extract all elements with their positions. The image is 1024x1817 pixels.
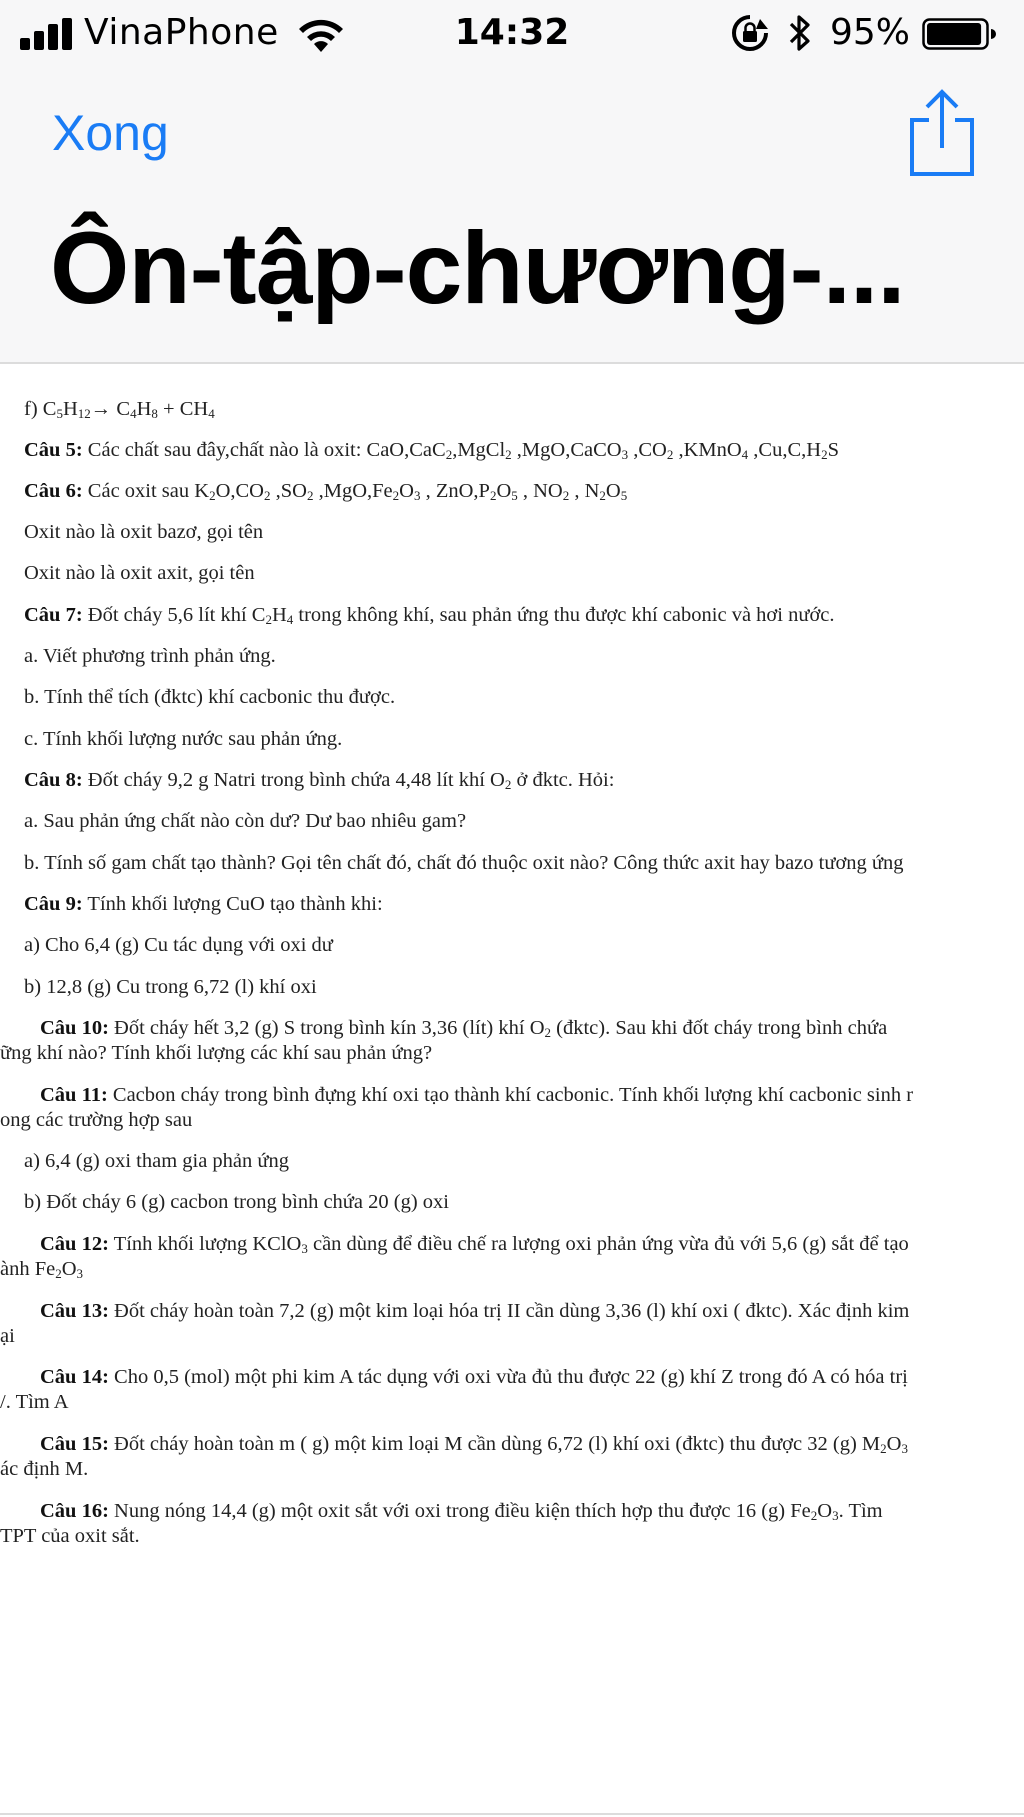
rotation-lock-icon [730,13,770,53]
question-9b: b) 12,8 (g) Cu trong 6,72 (l) khí oxi [24,976,317,998]
question-12-line2: ành $Fe_2O_3$ [0,1258,84,1281]
question-6a: Oxit nào là oxit bazơ, gọi tên [24,521,264,543]
question-16: Câu 16: Nung nóng 14,4 (g) một oxit sắt với oxi trong điều kiện thích hợp thu được 16 (g) $Fe_2O_3$. Tìm [40,1500,883,1523]
bluetooth-icon [786,12,814,54]
question-11: Câu 11: Cacbon cháy trong bình đựng khí oxi tạo thành khí cacbonic. Tính khối lượng khí cacbonic sinh r [40,1084,914,1106]
question-9a: a) Cho 6,4 (g) Cu tác dụng với oxi dư [24,934,333,956]
share-icon[interactable] [907,88,977,178]
question-7c: c. Tính khối lượng nước sau phản ứng. [24,728,343,750]
done-button[interactable]: Xong [52,105,169,161]
question-14-line2: /. Tìm A [0,1391,69,1413]
question-10-line2: ững khí nào? Tính khối lượng các khí sau phản ứng? [0,1042,433,1064]
question-7b: b. Tính thể tích (đktc) khí cacbonic thu được. [24,686,396,708]
doc-line-f: f) $C_5H_{12}\to C_4H_8 + CH_4$ [24,398,215,421]
question-10: Câu 10: Đốt cháy hết 3,2 (g) S trong bình kín 3,36 (lít) khí $O_2$ (đktc). Sau khi đốt cháy trong bình chứa [40,1017,888,1040]
question-15-line2: ác định M. [0,1458,89,1480]
document-page[interactable] [0,364,1024,1816]
question-8: Câu 8: Đốt cháy 9,2 g Natri trong bình chứa 4,48 lít khí $O_2$ ở đktc. Hỏi: [24,769,615,792]
question-8b: b. Tính số gam chất tạo thành? Gọi tên chất đó, chất đó thuộc oxit nào? Công thức axit hay bazo tương ứng [24,852,904,874]
status-bar [0,0,1024,66]
clock: 14:32 [454,12,570,53]
question-13: Câu 13: Đốt cháy hoàn toàn 7,2 (g) một kim loại hóa trị II cần dùng 3,36 (l) khí oxi ( đktc). Xác định kim [40,1300,910,1322]
question-14: Câu 14: Cho 0,5 (mol) một phi kim A tác dụng với oxi vừa đủ thu được 22 (g) khí Z trong đó A có hóa trị [40,1366,908,1388]
question-15: Câu 15: Đốt cháy hoàn toàn m ( g) một kim loại M cần dùng 6,72 (l) khí oxi (đktc) thu được 32 (g) $M_2O_3$ [40,1433,908,1456]
question-8a: a. Sau phản ứng chất nào còn dư? Dư bao nhiêu gam? [24,810,467,832]
carrier-name: VinaPhone [84,12,279,53]
question-6b: Oxit nào là oxit axit, gọi tên [24,562,255,584]
question-11b: b) Đốt cháy 6 (g) cacbon trong bình chứa 20 (g) oxi [24,1191,449,1213]
question-5: Câu 5: Các chất sau đây,chất nào là oxit: CaO,CaC$_2$,MgCl$_2$ ,MgO,CaCO$_3$ $,CO_2$ ,KMnO$_4$ $,Cu,C,H_2S$ [24,439,839,462]
battery-icon [922,18,996,50]
question-7: Câu 7: Đốt cháy 5,6 lít khí $C_2H_4$ trong không khí, sau phản ứng thu được khí cabonic và hơi nước. [24,604,835,627]
question-6: Câu 6: Các oxit sau $K_2O,CO_2$ $,SO_2$ $,MgO,Fe_2O_3$ , $ZnO,P_2O_5$ , $NO_2$ , $N_2O_5$ [24,480,628,503]
question-9: Câu 9: Tính khối lượng CuO tạo thành khi: [24,893,383,915]
bottom-divider [0,1813,1024,1815]
viewer-header [0,0,1024,364]
question-11-line2: ong các trường hợp sau [0,1109,193,1131]
question-13-line2: ại [0,1325,15,1347]
battery-percent: 95% [830,12,911,53]
question-12: Câu 12: Tính khối lượng KClO$_3$ cần dùng để điều chế ra lượng oxi phản ứng vừa đủ với 5,6 (g) sắt để tạo [40,1233,909,1256]
document-title: Ôn-tập-chương-... [50,211,905,325]
question-11a: a) 6,4 (g) oxi tham gia phản ứng [24,1150,290,1172]
question-7a: a. Viết phương trình phản ứng. [24,645,276,667]
question-16-line2: TPT của oxit sắt. [0,1525,140,1547]
